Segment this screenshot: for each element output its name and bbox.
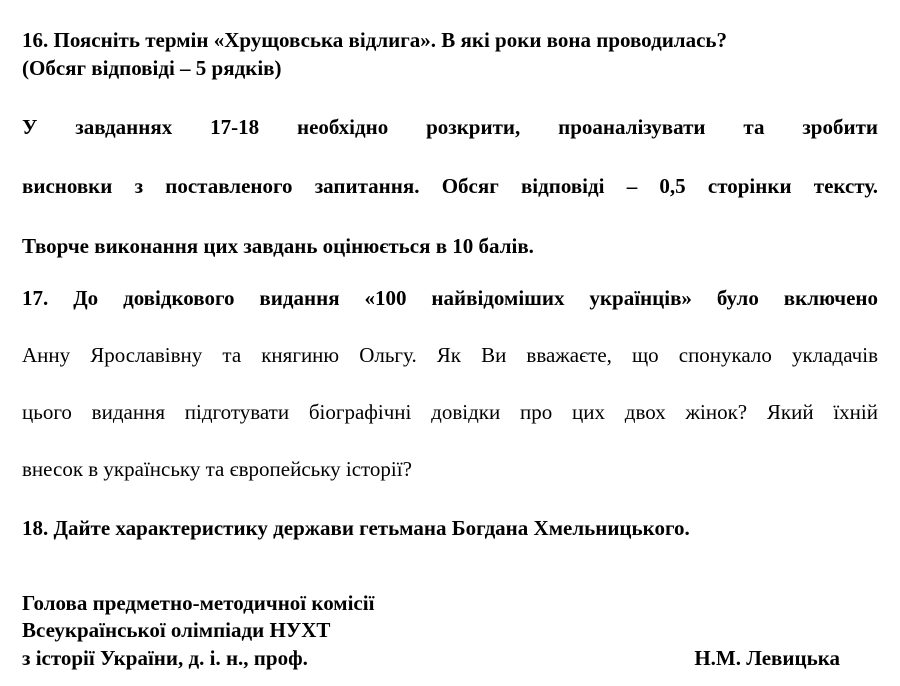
instruction-block xyxy=(22,113,878,262)
question-18: 18. Дайте характеристику держави гетьмана Богдана Хмельницького. xyxy=(22,515,690,540)
instruction-line-3: Творче виконання цих завдань оцінюється в 10 балів. xyxy=(22,233,534,258)
question-17 xyxy=(22,284,878,484)
signature-block xyxy=(22,590,878,672)
signature-line-1: Голова предметно-методичної комісії xyxy=(22,591,375,616)
question-17-line-2: Анну Ярославівну та княгиню Ольгу. Як Ви вважаєте, що спонукало укладачів xyxy=(22,342,878,367)
spacer-after-question-17 xyxy=(22,484,878,514)
question-17-line-4: внесок в українську та європейську історії? xyxy=(22,457,412,482)
question-16-line-2: (Обсяг відповіді – 5 рядків) xyxy=(22,56,282,81)
question-16 xyxy=(22,26,878,83)
question-17-line-1: 17. До довідкового видання «100 найвідоміших українців» було включено xyxy=(22,285,878,310)
signature-line-3: з історії України, д. і. н., проф. xyxy=(22,645,308,670)
signature-last-row xyxy=(22,645,878,672)
question-16-line-1: 16. Поясніть термін «Хрущовська відлига». В які роки вона проводилась? xyxy=(22,28,728,52)
instruction-line-1: У завданнях 17-18 необхідно розкрити, проаналізувати та зробити xyxy=(22,114,878,139)
spacer-after-instruction xyxy=(22,262,878,284)
signature-line-2: Всеукраїнської олімпіади НУХТ xyxy=(22,618,331,643)
instruction-line-2: висновки з поставленого запитання. Обсяг відповіді – 0,5 сторінки тексту. xyxy=(22,174,878,199)
signature-name: Н.М. Левицька xyxy=(694,645,840,670)
question-17-line-3: цього видання підготувати біографічні довідки про цих двох жінок? Який їхній xyxy=(22,399,878,424)
spacer-after-question-16 xyxy=(22,83,878,113)
